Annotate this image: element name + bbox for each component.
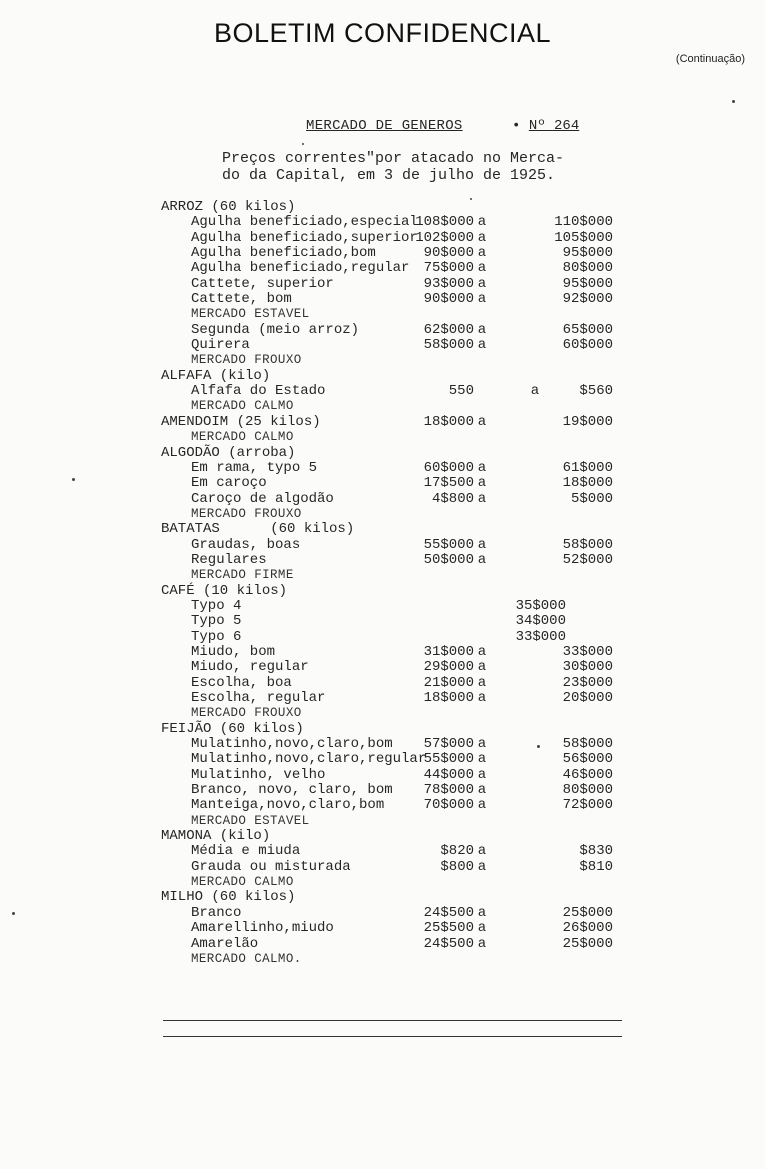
item-label: Agulha beneficiado,bom <box>191 245 376 262</box>
item-label: Média e miuda <box>191 843 301 860</box>
price-high: 65$000 <box>562 321 613 338</box>
price-row <box>0 246 765 261</box>
price-separator: a <box>477 536 487 553</box>
category-row <box>0 829 765 844</box>
price-high: 19$000 <box>562 413 613 430</box>
price-low: 33$000 <box>515 628 566 645</box>
item-label: Cattete, bom <box>191 291 292 308</box>
price-low: 4$800 <box>431 490 474 507</box>
category-label: ARROZ (60 kilos) <box>161 199 296 215</box>
price-high: 80$000 <box>562 782 613 799</box>
price-high: 25$000 <box>562 904 613 921</box>
item-label: Mulatinho,novo,claro,regular <box>191 751 427 768</box>
price-low: 550 <box>448 383 474 400</box>
price-row <box>0 492 765 507</box>
price-high: 46$000 <box>562 766 613 783</box>
price-row <box>0 630 765 645</box>
bulletin-number-bullet: • <box>512 118 529 134</box>
category-row <box>0 722 765 737</box>
item-label: Cattete, superior <box>191 275 334 292</box>
price-row <box>0 660 765 675</box>
item-label: Agulha beneficiado,regular <box>191 260 410 277</box>
market-status: MERCADO ESTAVEL <box>191 307 310 322</box>
price-high: 18$000 <box>562 475 613 492</box>
price-high: 56$000 <box>562 751 613 768</box>
price-high: 80$000 <box>562 260 613 277</box>
price-row <box>0 676 765 691</box>
price-low: 58$000 <box>423 337 474 354</box>
price-low: 55$000 <box>423 536 474 553</box>
item-label: Amarellinho,miudo <box>191 920 334 937</box>
market-status-row <box>0 814 765 829</box>
price-row <box>0 737 765 752</box>
price-low: 55$000 <box>423 751 474 768</box>
market-status-row <box>0 507 765 522</box>
price-row <box>0 461 765 476</box>
price-separator: a <box>477 490 487 507</box>
price-high: $830 <box>579 843 613 860</box>
price-low: 34$000 <box>515 613 566 630</box>
item-label: Em rama, typo 5 <box>191 459 318 476</box>
category-label: MAMONA (kilo) <box>161 828 271 845</box>
category-row <box>0 584 765 599</box>
item-label: Em caroço <box>191 475 267 492</box>
item-label: Escolha, boa <box>191 674 292 691</box>
market-status: MERCADO ESTAVEL <box>191 813 310 828</box>
price-separator: a <box>477 751 487 768</box>
price-row <box>0 599 765 614</box>
paper-speck <box>732 100 735 103</box>
price-row <box>0 860 765 875</box>
item-label: Typo 6 <box>191 628 242 645</box>
category-label: FEIJÃO (60 kilos) <box>161 720 304 737</box>
market-status: MERCADO FIRME <box>191 568 294 583</box>
item-label: Agulha beneficiado,superior <box>191 229 418 246</box>
price-low: 44$000 <box>423 766 474 783</box>
price-high: 92$000 <box>562 291 613 308</box>
price-row <box>0 476 765 491</box>
price-row <box>0 768 765 783</box>
price-high: 23$000 <box>562 674 613 691</box>
price-row <box>0 614 765 629</box>
item-label: Typo 5 <box>191 613 242 630</box>
price-low: 18$000 <box>423 690 474 706</box>
closing-rule <box>163 1020 622 1021</box>
item-label: Regulares <box>191 551 267 568</box>
price-high: 20$000 <box>562 690 613 706</box>
market-status-row <box>0 307 765 322</box>
price-low: 57$000 <box>423 736 474 753</box>
price-high: 61$000 <box>562 459 613 476</box>
price-low: 35$000 <box>515 597 566 614</box>
item-label: Mulatinho, velho <box>191 766 326 783</box>
category-label: CAFÉ (10 kilos) <box>161 582 288 599</box>
price-row <box>0 384 765 399</box>
market-status: MERCADO CALMO. <box>191 951 302 966</box>
price-separator: a <box>477 736 487 753</box>
price-separator: a <box>477 674 487 691</box>
category-row <box>0 890 765 905</box>
price-row <box>0 231 765 246</box>
price-separator: a <box>530 383 540 400</box>
price-low: 21$000 <box>423 674 474 691</box>
item-label: Typo 4 <box>191 597 242 614</box>
item-label: Mulatinho,novo,claro,bom <box>191 736 393 753</box>
category-row <box>0 446 765 461</box>
price-high: 110$000 <box>554 214 613 231</box>
price-high: 58$000 <box>562 536 613 553</box>
price-separator: a <box>477 459 487 476</box>
item-label: Segunda (meio arroz) <box>191 321 360 338</box>
item-label: Manteiga,novo,claro,bom <box>191 797 385 814</box>
price-separator: a <box>477 337 487 354</box>
item-label: Grauda ou misturada <box>191 858 351 875</box>
price-low: 24$500 <box>423 935 474 952</box>
price-low: 70$000 <box>423 797 474 814</box>
price-high: 52$000 <box>562 551 613 568</box>
price-low: 75$000 <box>423 260 474 277</box>
market-status-row <box>0 875 765 890</box>
price-high: 60$000 <box>562 337 613 354</box>
intro-paragraph: Preços correntes"por atacado no Merca- do da Capital, em 3 de julho de 1925. <box>222 150 565 184</box>
price-row <box>0 261 765 276</box>
market-status: MERCADO CALMO <box>191 875 294 890</box>
price-row <box>0 937 765 952</box>
closing-rule-second <box>163 1036 622 1037</box>
price-separator: a <box>477 643 487 660</box>
market-status-row <box>0 952 765 967</box>
price-high: 25$000 <box>562 935 613 952</box>
price-low: 25$500 <box>423 920 474 937</box>
price-separator: a <box>477 475 487 492</box>
price-low: 78$000 <box>423 782 474 799</box>
price-high: 5$000 <box>570 490 613 507</box>
item-label: Graudas, boas <box>191 536 301 553</box>
price-separator: a <box>477 214 487 231</box>
price-separator: a <box>477 275 487 292</box>
item-label: Escolha, regular <box>191 690 326 706</box>
item-label: Branco <box>191 904 242 921</box>
price-low: 90$000 <box>423 245 474 262</box>
price-separator: a <box>477 245 487 262</box>
item-label: Caroço de algodão <box>191 490 334 507</box>
price-low: 17$500 <box>423 475 474 492</box>
price-row <box>0 338 765 353</box>
category-row <box>0 369 765 384</box>
price-separator: a <box>477 858 487 875</box>
price-separator: a <box>477 920 487 937</box>
price-row <box>0 553 765 568</box>
price-low: 18$000 <box>423 413 474 430</box>
price-separator: a <box>477 766 487 783</box>
item-label: Branco, novo, claro, bom <box>191 782 393 799</box>
price-low: 102$000 <box>415 229 474 246</box>
category-label: ALGODÃO (arroba) <box>161 444 296 461</box>
category-label: MILHO (60 kilos) <box>161 889 296 906</box>
price-table <box>0 200 765 967</box>
price-high: 95$000 <box>562 275 613 292</box>
price-row <box>0 906 765 921</box>
price-separator: a <box>477 690 487 706</box>
category-row <box>0 415 765 430</box>
price-separator: a <box>477 551 487 568</box>
item-label: Amarelão <box>191 935 259 952</box>
price-low: 29$000 <box>423 659 474 676</box>
price-low: 60$000 <box>423 459 474 476</box>
item-label: Miudo, regular <box>191 659 309 676</box>
price-separator: a <box>477 413 487 430</box>
price-separator: a <box>477 904 487 921</box>
bulletin-number-value: Nº 264 <box>528 118 580 134</box>
price-row <box>0 798 765 813</box>
price-separator: a <box>477 260 487 277</box>
category-label: AMENDOIM (25 kilos) <box>161 413 321 430</box>
paper-speck <box>470 198 472 200</box>
paper-speck <box>72 478 75 481</box>
section-title: MERCADO DE GENEROS <box>306 118 463 134</box>
price-low: 90$000 <box>423 291 474 308</box>
market-status-row <box>0 430 765 445</box>
price-high: $560 <box>579 383 613 400</box>
price-high: 72$000 <box>562 797 613 814</box>
item-label: Quirera <box>191 337 250 354</box>
market-status: MERCADO FROUXO <box>191 706 302 721</box>
price-row <box>0 645 765 660</box>
market-status-row <box>0 399 765 414</box>
market-status: MERCADO CALMO <box>191 430 294 445</box>
price-low: 50$000 <box>423 551 474 568</box>
item-label: Miudo, bom <box>191 643 276 660</box>
price-high: 30$000 <box>562 659 613 676</box>
price-separator: a <box>477 229 487 246</box>
item-label: Agulha beneficiado,especial <box>191 214 418 231</box>
price-row <box>0 844 765 859</box>
price-separator: a <box>477 843 487 860</box>
price-row <box>0 752 765 767</box>
price-low: 24$500 <box>423 904 474 921</box>
price-separator: a <box>477 321 487 338</box>
price-low: $820 <box>440 843 474 860</box>
price-high: $810 <box>579 858 613 875</box>
paper-speck <box>302 143 304 145</box>
category-label: ALFAFA (kilo) <box>161 367 271 384</box>
price-high: 26$000 <box>562 920 613 937</box>
market-status: MERCADO CALMO <box>191 399 294 414</box>
price-separator: a <box>477 659 487 676</box>
price-row <box>0 921 765 936</box>
bulletin-number <box>512 118 579 134</box>
price-row <box>0 292 765 307</box>
price-high: 58$000 <box>562 736 613 753</box>
category-label: BATATAS (60 kilos) <box>161 521 355 538</box>
price-row <box>0 538 765 553</box>
market-status-row <box>0 568 765 583</box>
price-high: 33$000 <box>562 643 613 660</box>
market-status: MERCADO FROUXO <box>191 506 302 521</box>
price-high: 95$000 <box>562 245 613 262</box>
market-status-row <box>0 353 765 368</box>
price-high: 105$000 <box>554 229 613 246</box>
document-title: BOLETIM CONFIDENCIAL <box>213 18 552 48</box>
price-row <box>0 783 765 798</box>
price-low: 93$000 <box>423 275 474 292</box>
continuation-note: (Continuação) <box>675 53 745 65</box>
price-separator: a <box>477 291 487 308</box>
price-low: 108$000 <box>415 214 474 231</box>
item-label: Alfafa do Estado <box>191 383 326 400</box>
price-separator: a <box>477 797 487 814</box>
category-row <box>0 522 765 537</box>
price-row <box>0 277 765 292</box>
paper-speck <box>537 745 540 748</box>
price-row <box>0 215 765 230</box>
price-low: 62$000 <box>423 321 474 338</box>
price-row <box>0 323 765 338</box>
price-separator: a <box>477 782 487 799</box>
price-row <box>0 691 765 706</box>
market-status-row <box>0 706 765 721</box>
paper-speck <box>12 912 15 915</box>
price-low: $800 <box>440 858 474 875</box>
price-low: 31$000 <box>423 643 474 660</box>
market-status: MERCADO FROUXO <box>191 353 302 368</box>
price-separator: a <box>477 935 487 952</box>
category-row <box>0 200 765 215</box>
